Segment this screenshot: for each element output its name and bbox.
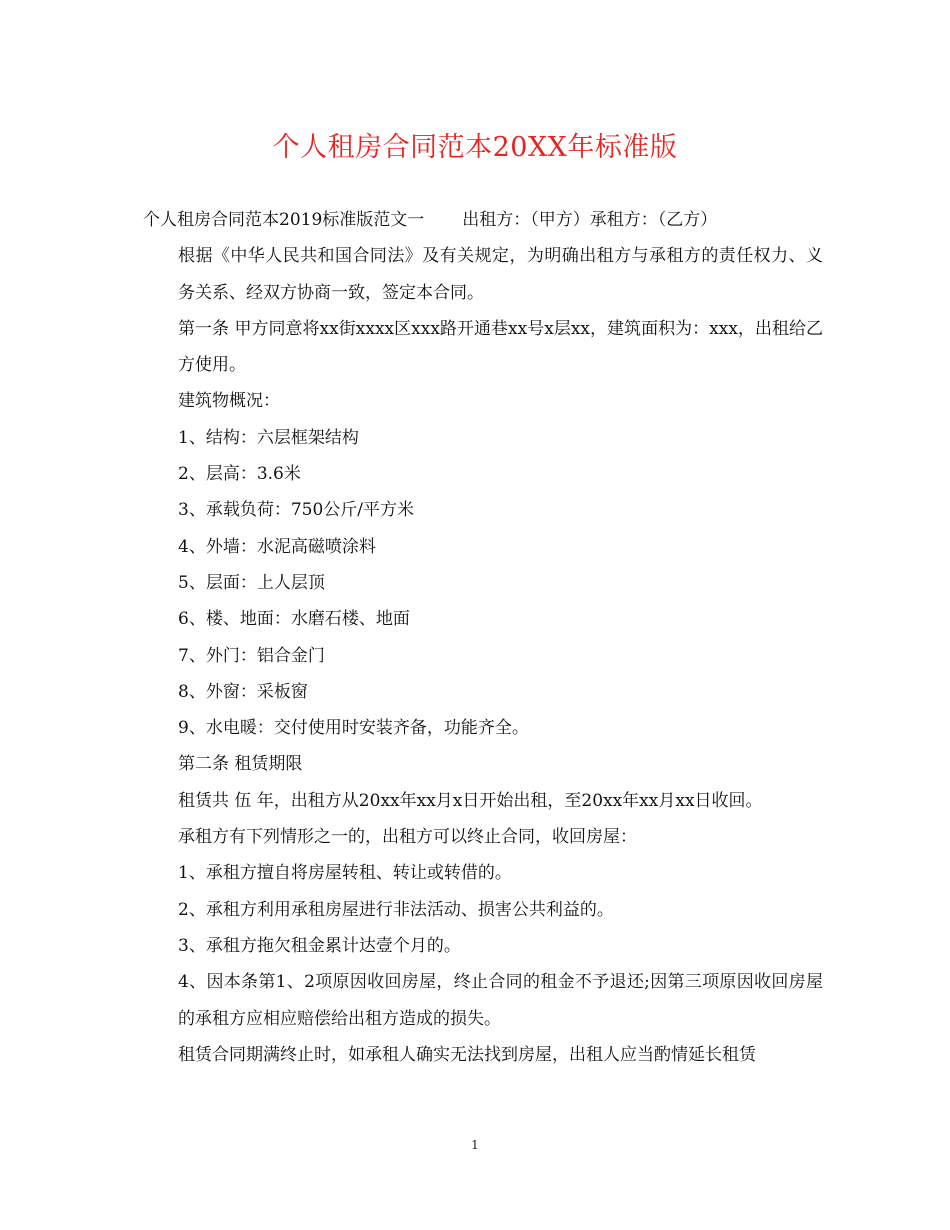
page-number: 1 <box>471 1138 479 1152</box>
list-item-structure: 1、结构：六层框架结构 <box>178 427 359 448</box>
document-title: 个人租房合同范本20XX年标准版 <box>272 132 678 163</box>
intro-doc-name: 个人租房合同范本2019标准版范文一 <box>143 210 425 230</box>
paragraph-lease-term: 租赁共 伍 年，出租方从20xx年xx月x日开始出租，至20xx年xx月xx日收回。 <box>178 790 763 811</box>
list-item-termination-1: 1、承租方擅自将房屋转租、转让或转借的。 <box>178 863 512 884</box>
list-item-floor-height: 2、层高：3.6米 <box>178 464 301 485</box>
list-item-roof: 5、层面：上人层顶 <box>178 572 325 593</box>
list-item-termination-4: 4、因本条第1、2项原因收回房屋，终止合同的租金不予退还;因第三项原因收回房屋的承租方应相应赔偿给出租方造成的损失。 <box>178 972 823 1029</box>
paragraph-article-1: 第一条 甲方同意将xx街xxxx区xxx路开通巷xx号x层xx，建筑面积为：xxx，出租给乙方使用。 <box>178 318 823 376</box>
paragraph-preamble: 根据《中华人民共和国合同法》及有关规定，为明确出租方与承租方的责任权力、义务关系、经双方协商一致，签定本合同。 <box>178 246 823 303</box>
paragraph-termination-intro: 承租方有下列情形之一的，出租方可以终止合同，收回房屋： <box>178 827 637 848</box>
list-item-termination-3: 3、承租方拖欠租金累计达壹个月的。 <box>178 935 461 956</box>
list-item-exterior-wall: 4、外墙：水泥高磁喷涂料 <box>178 536 376 557</box>
list-item-exterior-door: 7、外门：铝合金门 <box>178 645 325 666</box>
intro-line <box>143 202 823 238</box>
paragraph-building-overview: 建筑物概况： <box>178 391 280 412</box>
list-item-load: 3、承载负荷：750公斤/平方米 <box>178 500 414 521</box>
paragraph-article-2-heading: 第二条 租赁期限 <box>178 754 303 775</box>
list-item-exterior-window: 8、外窗：采板窗 <box>178 681 308 702</box>
paragraph-expiry: 租赁合同期满终止时，如承租人确实无法找到房屋，出租人应当酌情延长租赁 <box>178 1044 756 1065</box>
document-body <box>143 202 823 1073</box>
intro-parties: 出租方：（甲方）承租方：（乙方） <box>462 210 718 230</box>
list-item-floors: 6、楼、地面：水磨石楼、地面 <box>178 609 410 630</box>
list-item-termination-2: 2、承租方利用承租房屋进行非法活动、损害公共利益的。 <box>178 899 614 920</box>
list-item-utilities: 9、水电暖：交付使用时安装齐备，功能齐全。 <box>178 718 529 739</box>
